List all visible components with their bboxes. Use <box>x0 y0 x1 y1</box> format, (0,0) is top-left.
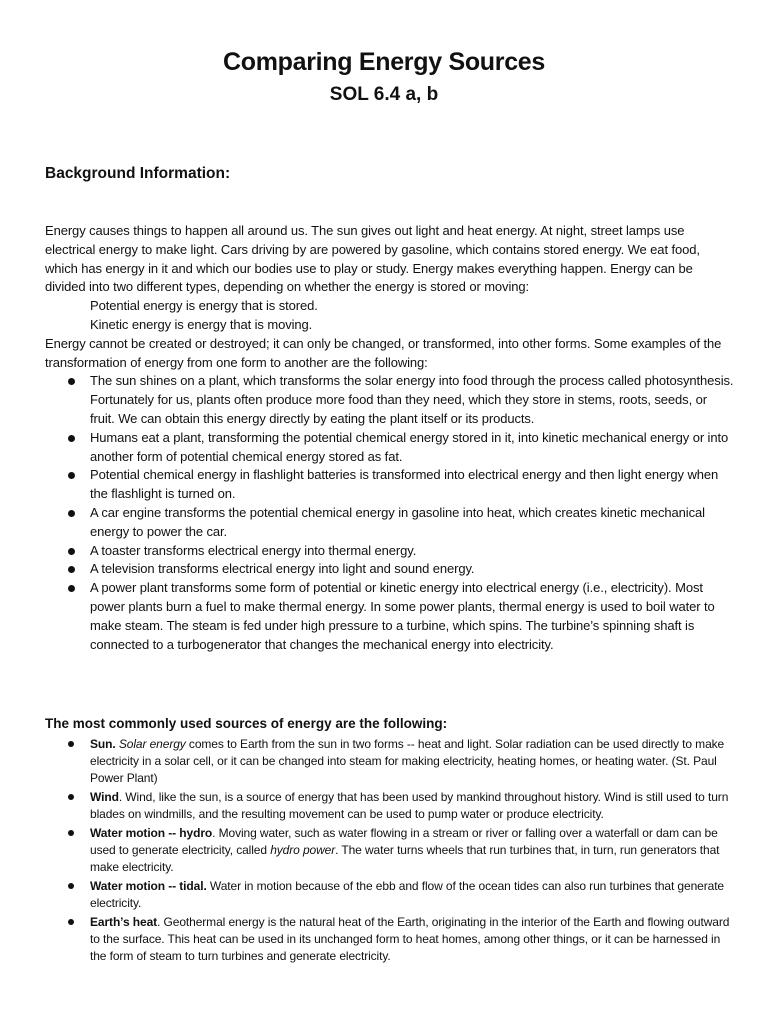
source-text: Water in motion because of the ebb and flow of the ocean tides can also run turbines that generate electricity. <box>90 879 725 910</box>
source-tidal <box>45 878 735 912</box>
source-hydro <box>45 825 735 876</box>
list-item-text: Potential chemical energy in flashlight batteries is transformed into electrical energy and then light energy when the flashlight is turned on. <box>90 467 719 502</box>
bullet-icon <box>68 919 74 925</box>
list-item <box>45 429 735 467</box>
transformation-intro: Energy cannot be created or destroyed; it can only be changed, or transformed, into other forms. Some examples of the transformation of energy from one form to another are the following: <box>45 335 722 370</box>
list-item <box>45 372 735 428</box>
list-item <box>45 466 735 504</box>
source-label: Sun. <box>90 737 116 751</box>
list-item-text: A toaster transforms electrical energy into thermal energy. <box>90 542 417 558</box>
source-sun <box>45 736 735 787</box>
bullet-icon <box>68 741 74 747</box>
source-earth-heat <box>45 914 735 965</box>
source-text: . Moving water, such as water flowing in a stream or river or falling over a waterfall or dam can be used to generate electricity, called <box>90 826 718 857</box>
background-heading: Background Information: <box>45 165 231 182</box>
source-text: . Geothermal energy is the natural heat of the Earth, originating in the interior of the Earth and flowing outward to the surface. This heat can be used in its unchanged form to heat homes, among other things, or it can be harnessed in the form of steam to turn turbines and generate electricity. <box>90 915 730 963</box>
bullet-icon <box>68 794 74 800</box>
bullet-icon <box>68 830 74 836</box>
source-label: Water motion -- hydro <box>90 826 213 840</box>
list-item-text: A power plant transforms some form of potential or kinetic energy into electrical energy (i.e., electricity). Most power plants burn a fuel to make thermal energy. In some power plants, thermal energy is used to boil water to make steam. The steam is fed under high pressure to a turbine, which spins. The turbine’s spinning shaft is connected to a turbogenerator that changes the mechanical energy into electricity. <box>90 580 715 652</box>
source-label: Earth’s heat <box>90 915 158 929</box>
bullet-icon <box>68 585 75 592</box>
source-wind <box>45 789 735 823</box>
energy-sources-section <box>45 736 735 967</box>
source-text: . Wind, like the sun, is a source of energy that has been used by mankind throughout history. Wind is still used to turn blades on windmills, and the resulting movement can be used to pump water or produce electricity. <box>90 790 729 821</box>
list-item-text: A television transforms electrical energy into light and sound energy. <box>90 561 475 577</box>
bullet-icon <box>68 548 75 555</box>
list-item <box>45 579 735 654</box>
list-item <box>45 542 735 561</box>
source-text: comes to Earth from the sun in two forms -- heat and light. Solar radiation can be used directly to make electricity in a solar cell, or it can be changed into steam for making electricity, heating homes, or heating water. (St. Paul Power Plant) <box>90 737 725 785</box>
bullet-icon <box>68 566 75 573</box>
list-item <box>45 560 735 579</box>
bullet-icon <box>68 510 75 517</box>
bullet-icon <box>68 378 75 385</box>
transformation-examples-list <box>45 372 735 654</box>
page-subtitle: SOL 6.4 a, b <box>329 84 439 105</box>
bullet-icon <box>68 883 74 889</box>
bullet-icon <box>68 472 75 479</box>
potential-energy-definition: Potential energy is energy that is stored. <box>90 298 318 314</box>
list-item-text: The sun shines on a plant, which transforms the solar energy into food through the process called photosynthesis. Fortunately for us, plants often produce more food than they need, which they store in stems, roots, seeds, or fruit. We can obtain this energy directly by eating the plant itself or its products. <box>90 373 734 426</box>
kinetic-energy-definition: Kinetic energy is energy that is moving. <box>90 316 313 332</box>
list-item-text: A car engine transforms the potential chemical energy in gasoline into heat, which creates kinetic mechanical energy to power the car. <box>90 504 705 539</box>
page-title: Comparing Energy Sources <box>222 48 546 76</box>
source-label: Wind <box>90 790 119 804</box>
source-emphasis: Solar energy <box>118 737 186 751</box>
background-body <box>45 222 735 654</box>
intro-paragraph: Energy causes things to happen all around us. The sun gives out light and heat energy. At night, street lamps use electrical energy to make light. Cars driving by are powered by gasoline, which contains stored energy. We eat food, which has energy in it and which our bodies use to play or study. Energy makes everything happen. Energy can be divided into two different types, depending on whether the energy is stored or moving: <box>45 223 700 295</box>
sources-heading: The most commonly used sources of energy are the following: <box>45 716 448 731</box>
energy-sources-list <box>45 736 735 965</box>
list-item-text: Humans eat a plant, transforming the potential chemical energy stored in it, into kinetic mechanical energy or into another form of potential chemical energy stored as fat. <box>90 429 729 464</box>
source-emphasis: hydro power <box>270 843 336 857</box>
source-text: . The water turns wheels that run turbines that, in turn, run generators that make electricity. <box>90 843 720 874</box>
list-item <box>45 504 735 542</box>
source-label: Water motion -- tidal. <box>90 879 207 893</box>
bullet-icon <box>68 435 75 442</box>
